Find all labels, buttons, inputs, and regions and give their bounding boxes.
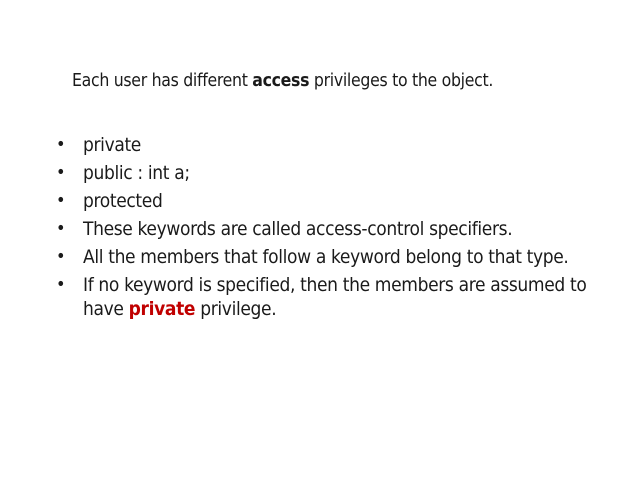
bullet-icon: • bbox=[56, 190, 66, 211]
intro-bold-keyword: access bbox=[252, 71, 310, 91]
intro-text-start: Each user has different bbox=[72, 71, 253, 91]
bullet-text-start: If no keyword is specified, then the members are assumed to have bbox=[83, 274, 587, 320]
bullet-text bbox=[83, 274, 586, 320]
bullet-item-public bbox=[56, 161, 596, 185]
intro-sentence bbox=[72, 71, 493, 92]
bullet-icon: • bbox=[56, 274, 66, 295]
bullet-text-end: privilege. bbox=[195, 298, 277, 320]
bullet-icon: • bbox=[56, 246, 66, 267]
bullet-text: protected bbox=[83, 190, 163, 212]
bullet-item-protected bbox=[56, 189, 596, 213]
intro-text-end: privileges to the object. bbox=[309, 71, 494, 91]
bullet-icon: • bbox=[56, 218, 66, 239]
bullet-text: All the members that follow a keyword belong to that type. bbox=[83, 246, 569, 268]
bullet-text: These keywords are called access-control specifiers. bbox=[83, 218, 513, 240]
bullet-icon: • bbox=[56, 134, 66, 155]
bullet-item-default-private bbox=[56, 273, 596, 321]
bullet-text: private bbox=[83, 134, 141, 156]
private-keyword-highlight: private bbox=[128, 298, 196, 320]
bullet-list bbox=[56, 133, 596, 325]
bullet-item-private bbox=[56, 133, 596, 157]
bullet-icon: • bbox=[56, 162, 66, 183]
bullet-item-members-type bbox=[56, 245, 596, 269]
bullet-item-access-control bbox=[56, 217, 596, 241]
bullet-text: public : int a; bbox=[83, 162, 190, 184]
